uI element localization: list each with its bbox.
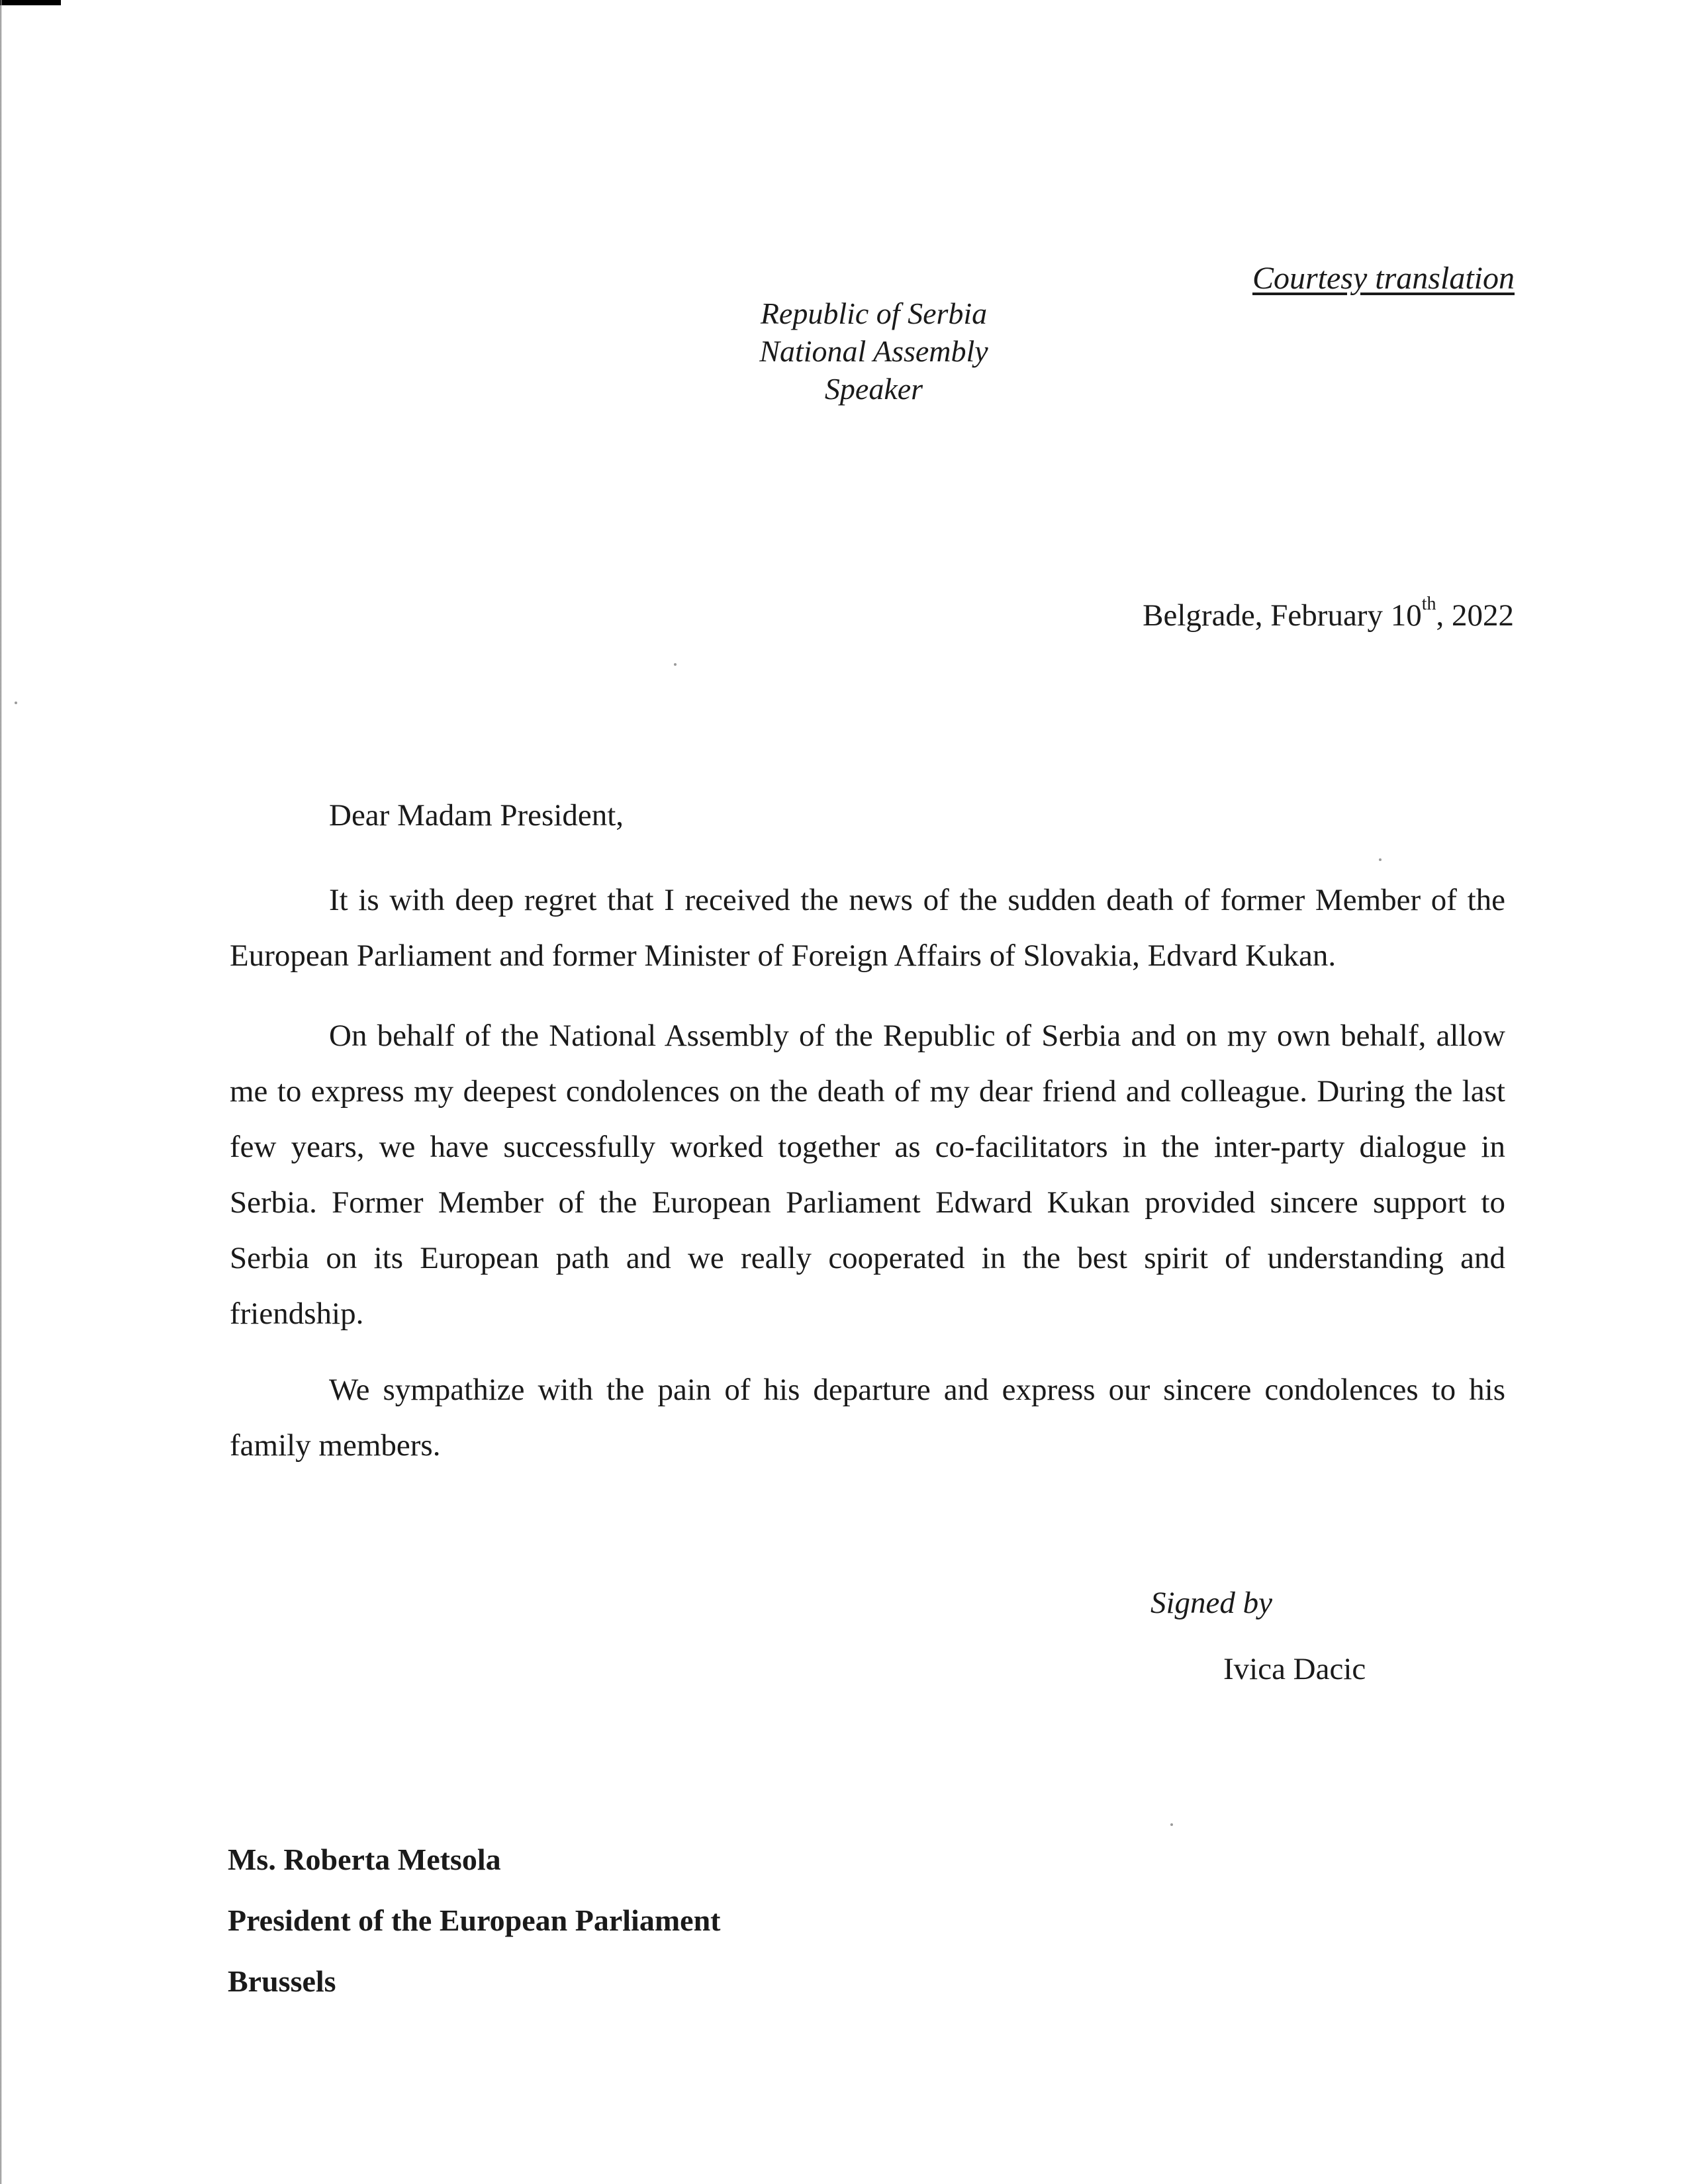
paragraph-text: It is with deep regret that I received the news of the sudden death of former Member of the European Parliament and former Minister of Foreign Affairs of Slovakia, Edvard Kukan. [230,883,1505,973]
scan-border-mark [0,0,61,5]
scan-speck [674,663,677,666]
date-place-month: Belgrade, February 10 [1143,598,1422,633]
letterhead [0,295,1688,408]
salutation: Dear Madam President, [329,798,624,833]
body-paragraph-2 [230,1008,1505,1342]
recipient-name: Ms. Roberta Metsola [228,1843,501,1876]
scan-speck [15,702,17,704]
courtesy-translation-note: Courtesy translation [1252,261,1515,296]
body-paragraph-1 [230,872,1505,983]
recipient-block [228,1829,720,2012]
letter-date [1143,594,1514,633]
letterhead-country: Republic of Serbia [760,296,988,330]
date-year: , 2022 [1436,598,1514,633]
scan-speck [1379,858,1382,861]
letterhead-institution: National Assembly [759,334,988,368]
signer-name: Ivica Dacic [1223,1652,1366,1686]
letterhead-office: Speaker [824,372,923,406]
paragraph-text: On behalf of the National Assembly of the Republic of Serbia and on my own behalf, allow me to express my deepest condolences on the death of my dear friend and colleague. During the last few years, we have successfully worked together as co-facilitators in the inter-party dialogue in Serbia. Former Member of the European Parliament Edward Kukan provided sincere support to Serbia on its European path and we really cooperated in the best spirit of understanding and friendship. [230,1019,1505,1331]
body-paragraph-3 [230,1362,1505,1473]
recipient-title: President of the European Parliament [228,1903,721,1937]
signed-by-label: Signed by [1150,1586,1273,1620]
date-day-suffix: th [1421,594,1436,614]
recipient-city: Brussels [228,1964,336,1998]
scan-speck [1170,1823,1173,1826]
paragraph-text: We sympathize with the pain of his departure and express our sincere condolences to his family members. [230,1373,1505,1463]
